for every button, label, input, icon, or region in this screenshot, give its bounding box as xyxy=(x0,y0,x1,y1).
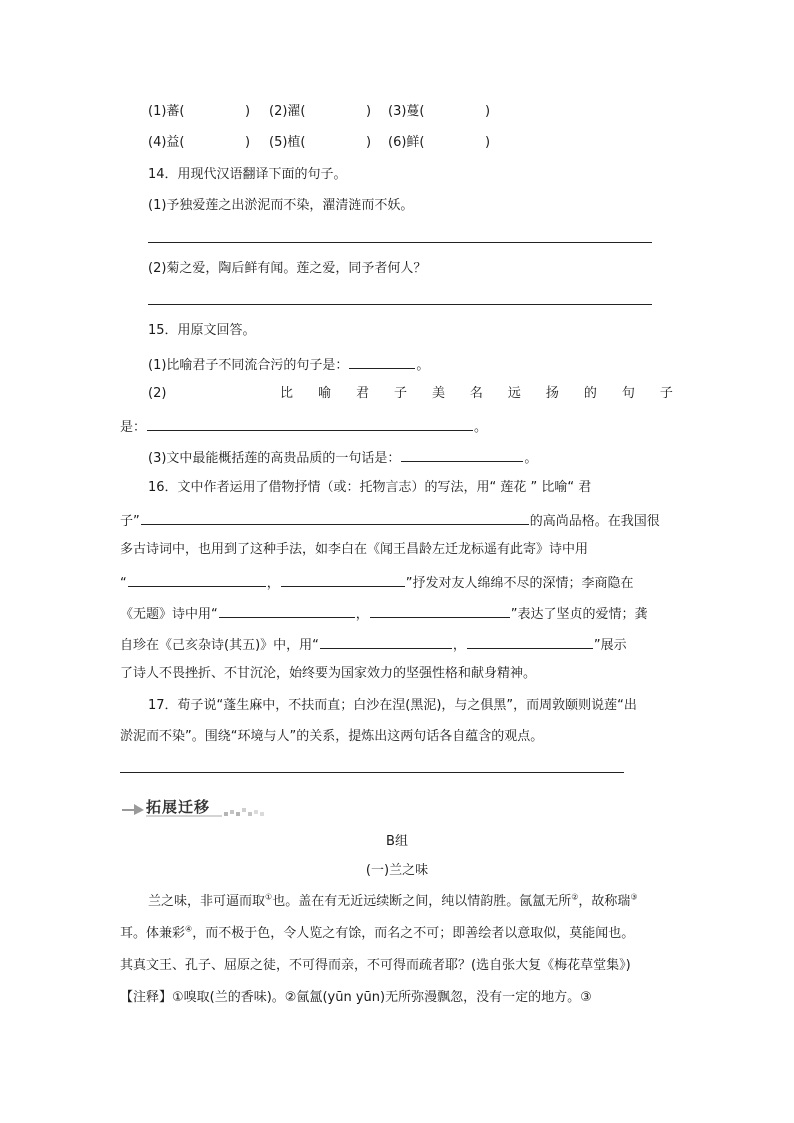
q14-sentence2: (2)菊之爱，陶后鲜有闻。莲之爱，同予者何人？ xyxy=(148,261,427,276)
q16-line4-a: “ xyxy=(120,576,127,591)
q15-item1-end: 。 xyxy=(416,358,430,373)
q16-blank6[interactable] xyxy=(320,634,452,649)
footnote-marker: ③ xyxy=(630,892,638,902)
q15-item2-char: 美 xyxy=(431,386,445,401)
q15-item2-char: 喻 xyxy=(317,386,331,401)
q16-blank7[interactable] xyxy=(467,634,593,649)
q16-line2-a: 子” xyxy=(120,514,140,529)
q16-line5-b: ”表达了坚贞的爱情；龚 xyxy=(510,607,648,622)
q14-title: 14．用现代汉语翻译下面的句子。 xyxy=(148,167,347,182)
q14-answer-line1[interactable] xyxy=(148,242,652,243)
q16-line4 xyxy=(120,572,634,593)
q15-item3-end: 。 xyxy=(524,451,538,466)
group-heading: B组 xyxy=(386,834,408,849)
q15-item2-char: 子 xyxy=(659,386,673,401)
q16-line5 xyxy=(120,603,648,624)
q15-item2-end: 。 xyxy=(474,420,488,435)
q15-item2-num: (2) xyxy=(148,386,167,401)
passage-text: 耳。体兼彩 xyxy=(120,926,186,941)
q13-item5-close: ) xyxy=(366,135,372,150)
q15-item2-spread xyxy=(280,385,673,403)
q15-item2-blank[interactable] xyxy=(147,416,473,431)
q13-item5: (5)植( xyxy=(269,135,306,150)
q15-item3-text: (3)文中最能概括莲的高贵品质的一句话是： xyxy=(148,451,401,466)
q16-blank1[interactable] xyxy=(141,510,529,525)
q15-item2-char: 名 xyxy=(469,386,483,401)
section-banner-title: 拓展迁移 xyxy=(146,798,211,816)
q13-item6: (6)鲜( xyxy=(388,135,425,150)
passage-notes: 【注释】①嗅取(兰的香味)。②氤氲(yūn yūn)无所弥漫飘忽，没有一定的地方。③ xyxy=(120,990,592,1005)
q15-item2-char: 君 xyxy=(355,386,369,401)
q14-answer-line2[interactable] xyxy=(148,304,652,305)
q13-item2: (2)濯( xyxy=(269,104,306,119)
q13-item1-close: ) xyxy=(245,104,251,119)
q15-item1-blank[interactable] xyxy=(349,354,415,369)
passage-line3: 其真文王、孔子、屈原之徒，不可得而亲，不可得而疏者耶？(选自张大复《梅花草堂集》) xyxy=(120,958,631,973)
q15-item2-char: 比 xyxy=(280,386,294,401)
q16-blank2[interactable] xyxy=(128,572,266,587)
passage-line1 xyxy=(148,893,638,911)
q16-line6-a: 自珍在《己亥杂诗(其五)》中，用“ xyxy=(120,638,319,653)
passage-text: ，而不极于色，令人览之有馀，而名之不可；即善绘者以意取似，莫能闻也。 xyxy=(192,926,635,941)
q15-item2-char: 扬 xyxy=(545,386,559,401)
q16-line7: 了诗人不畏挫折、不甘沉沦，始终要为国家效力的坚强性格和献身精神。 xyxy=(120,666,537,681)
q16-line6-comma: ， xyxy=(452,638,466,653)
q17-line1: 17．荀子说“蓬生麻中，不扶而直；白沙在涅(黑泥)，与之俱黑”，而周敦颐则说莲“出 xyxy=(148,698,637,713)
q13-item4-close: ) xyxy=(245,135,251,150)
passage-line2 xyxy=(120,925,634,943)
q16-blank4[interactable] xyxy=(219,603,355,618)
q16-blank3[interactable] xyxy=(281,572,405,587)
footnote-marker: ② xyxy=(571,892,579,902)
q15-item2-char: 句 xyxy=(621,386,635,401)
q15-item3 xyxy=(148,447,537,468)
q14-sentence1: (1)予独爱莲之出淤泥而不染，濯清涟而不妖。 xyxy=(148,198,414,213)
q16-line6 xyxy=(120,634,627,655)
q15-item1-text: (1)比喻君子不同流合污的句子是： xyxy=(148,358,349,373)
passage-text: 也。盖在有无近远续断之间，纯以情韵胜。氤氲无所 xyxy=(272,894,572,909)
q16-line6-b: ”展示 xyxy=(593,638,627,653)
q15-item2-char: 子 xyxy=(393,386,407,401)
q13-item3: (3)蔓( xyxy=(388,104,425,119)
q15-item3-blank[interactable] xyxy=(401,447,523,462)
footnote-marker: ① xyxy=(265,892,273,902)
q16-line2 xyxy=(120,510,660,531)
q15-item1 xyxy=(148,354,429,375)
q15-item2-char: 远 xyxy=(507,386,521,401)
q16-line4-b: ”抒发对友人绵绵不尽的深情；李商隐在 xyxy=(405,576,634,591)
q15-item2-char: 的 xyxy=(583,386,597,401)
q13-item3-close: ) xyxy=(485,104,491,119)
q16-line1: 16．文中作者运用了借物抒情（或：托物言志）的写法，用“ 莲花 ” 比喻“ 君 xyxy=(148,480,592,495)
passage-text: 兰之味，非可逼而取 xyxy=(148,894,266,909)
section-banner xyxy=(120,797,270,817)
q16-line5-a: 《无题》诗中用“ xyxy=(120,607,218,622)
q17-line2: 淤泥而不染”。围绕“环境与人”的关系，提炼出这两句话各自蕴含的观点。 xyxy=(120,729,544,744)
passage-title: (一)兰之味 xyxy=(365,863,429,878)
q15-title: 15．用原文回答。 xyxy=(148,323,256,338)
q16-blank5[interactable] xyxy=(370,603,510,618)
q13-item6-close: ) xyxy=(485,135,491,150)
passage-text: ，故称瑞 xyxy=(578,894,631,909)
q16-line4-comma: ， xyxy=(266,576,280,591)
q16-line3: 多古诗词中，也用到了这种手法，如李白在《闻王昌龄左迁龙标遥有此寄》诗中用 xyxy=(120,542,589,557)
q17-answer-line[interactable] xyxy=(120,772,624,773)
q16-line2-b: 的高尚品格。在我国很 xyxy=(529,514,660,529)
q13-item4: (4)益( xyxy=(148,135,185,150)
footnote-marker: ④ xyxy=(185,924,193,934)
q15-item2-cont-text: 是： xyxy=(120,420,147,435)
q13-item1: (1)蕃( xyxy=(148,104,185,119)
q15-item2-cont xyxy=(120,416,487,437)
q16-line5-comma: ， xyxy=(355,607,369,622)
q13-item2-close: ) xyxy=(366,104,372,119)
